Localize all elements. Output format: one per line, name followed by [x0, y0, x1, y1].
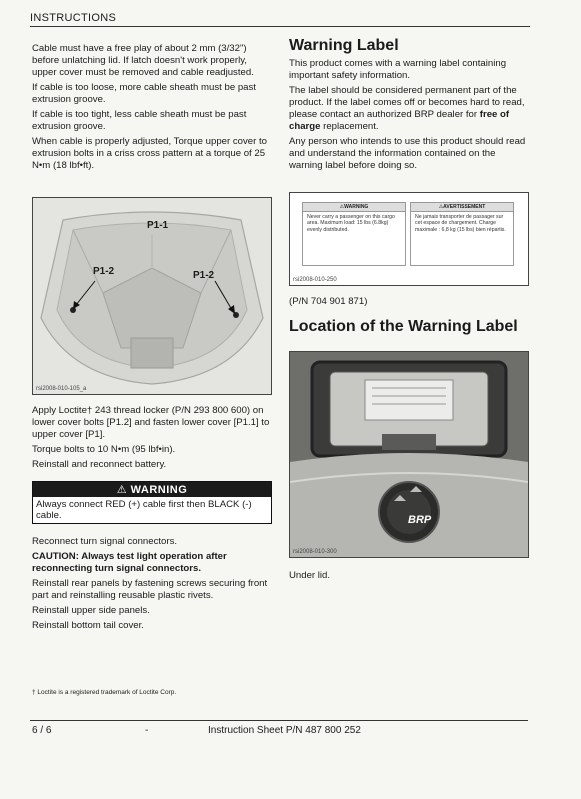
footer-dash: - [145, 725, 149, 736]
callout-p1-2-left: P1-2 [93, 266, 115, 277]
callout-p1-1: P1-1 [147, 220, 169, 231]
loctite-footnote: † Loctite is a registered trademark of Loctite Corp. [32, 689, 177, 696]
paragraph-read-label: Any person who intends to use this product should read and understand the information contained on the warning label before doing so. [289, 136, 526, 171]
paragraph-loctite: Apply Loctite† 243 thread locker (P/N 293 800 600) on lower cover bolts [P1.2] and fasten lower cover [P1.1] to upper cover [P1]. [32, 405, 270, 440]
paragraph-label-intro: This product comes with a warning label containing important safety information. [289, 58, 507, 81]
lid-caption: Under lid. [289, 570, 331, 581]
right-text-block [289, 37, 529, 175]
footer-rule [30, 720, 528, 721]
label-french-text: Ne jamais transporter de passager sur cet espace de chargement. Charge maximale : 6,8 kg (15 lbs) bien répartis. [415, 214, 506, 233]
instruction-sheet-number: Instruction Sheet P/N 487 800 252 [208, 725, 361, 736]
bolt-left [70, 307, 76, 313]
paragraph-label-permanent: The label should be considered permanent part of the product. If the label comes off or becomes hard to read, please contact an authorized BRP dealer for free of charge replacement. [289, 85, 525, 132]
warning-triangle-icon: ⚠ [116, 484, 128, 496]
warning-box [32, 481, 272, 524]
figure-id: rsi2008-010-105_a [36, 386, 87, 392]
loctite-text-block [32, 405, 272, 474]
paragraph-rear-panels: Reinstall rear panels by fastening screws securing front part and reinstalling reusable plastic rivets. [32, 578, 268, 601]
warning-triangle-icon: ⚠ [339, 204, 345, 210]
caution-text: CAUTION: Always test light operation after reconnecting turn signal connectors. [32, 551, 227, 574]
warning-label-title: Warning Label [289, 37, 399, 54]
paragraph-cable-loose: If cable is too loose, more cable sheath must be past extrusion groove. [32, 82, 256, 105]
free-of-charge-text: free of charge [289, 109, 510, 132]
figure-id: rsi2008-010-250 [293, 277, 337, 283]
figure-warning-label [289, 192, 529, 286]
page-number: 6 / 6 [32, 725, 52, 736]
paragraph-reinstall-battery: Reinstall and reconnect battery. [32, 459, 167, 470]
paragraph-torque-bolts: Torque bolts to 10 N•m (95 lbf•in). [32, 444, 176, 455]
section-header: INSTRUCTIONS [30, 12, 530, 27]
paragraph-turn-signal: Reconnect turn signal connectors. [32, 536, 178, 547]
callout-p1-2-right: P1-2 [193, 270, 215, 281]
paragraph-tail-cover: Reinstall bottom tail cover. [32, 620, 144, 631]
label-french-heading: ⚠AVERTISSEMENT [411, 203, 513, 212]
left-text-block [32, 43, 272, 175]
label-english-heading: ⚠WARNING [303, 203, 405, 212]
label-part-number: (P/N 704 901 871) [289, 296, 368, 307]
lower-left-text [32, 536, 272, 635]
label-english [302, 202, 406, 266]
paragraph-cable-tight: If cable is too tight, less cable sheath must be past extrusion groove. [32, 109, 247, 132]
warning-triangle-icon: ⚠ [438, 204, 444, 210]
paragraph-torque-cover: When cable is properly adjusted, Torque upper cover to extrusion bolts in a criss cross pattern at a torque of 25 N•m (18 lbf•ft). [32, 136, 268, 171]
warning-heading: ⚠ WARNING [33, 482, 271, 497]
paragraph-free-play: Cable must have a free play of about 2 mm (3/32") before unlatching lid. If latch doesn't work properly, upper cover must be removed and cable readjusted. [32, 43, 254, 78]
figure-lower-cover [32, 197, 272, 395]
under-lid-illustration [290, 352, 528, 557]
figure-under-lid [289, 351, 529, 558]
label-french [410, 202, 514, 266]
location-title: Location of the Warning Label [289, 318, 518, 335]
label-english-text: Never carry a passenger on this cargo area. Maximum load: 15 lbs (6.8kg) evenly distributed. [307, 214, 395, 233]
brp-logo: BRP [408, 514, 432, 526]
figure-id: rsi2008-010-300 [293, 549, 337, 555]
paragraph-side-panels: Reinstall upper side panels. [32, 605, 150, 616]
warning-text: Always connect RED (+) cable first then BLACK (-) cable. [33, 497, 271, 523]
